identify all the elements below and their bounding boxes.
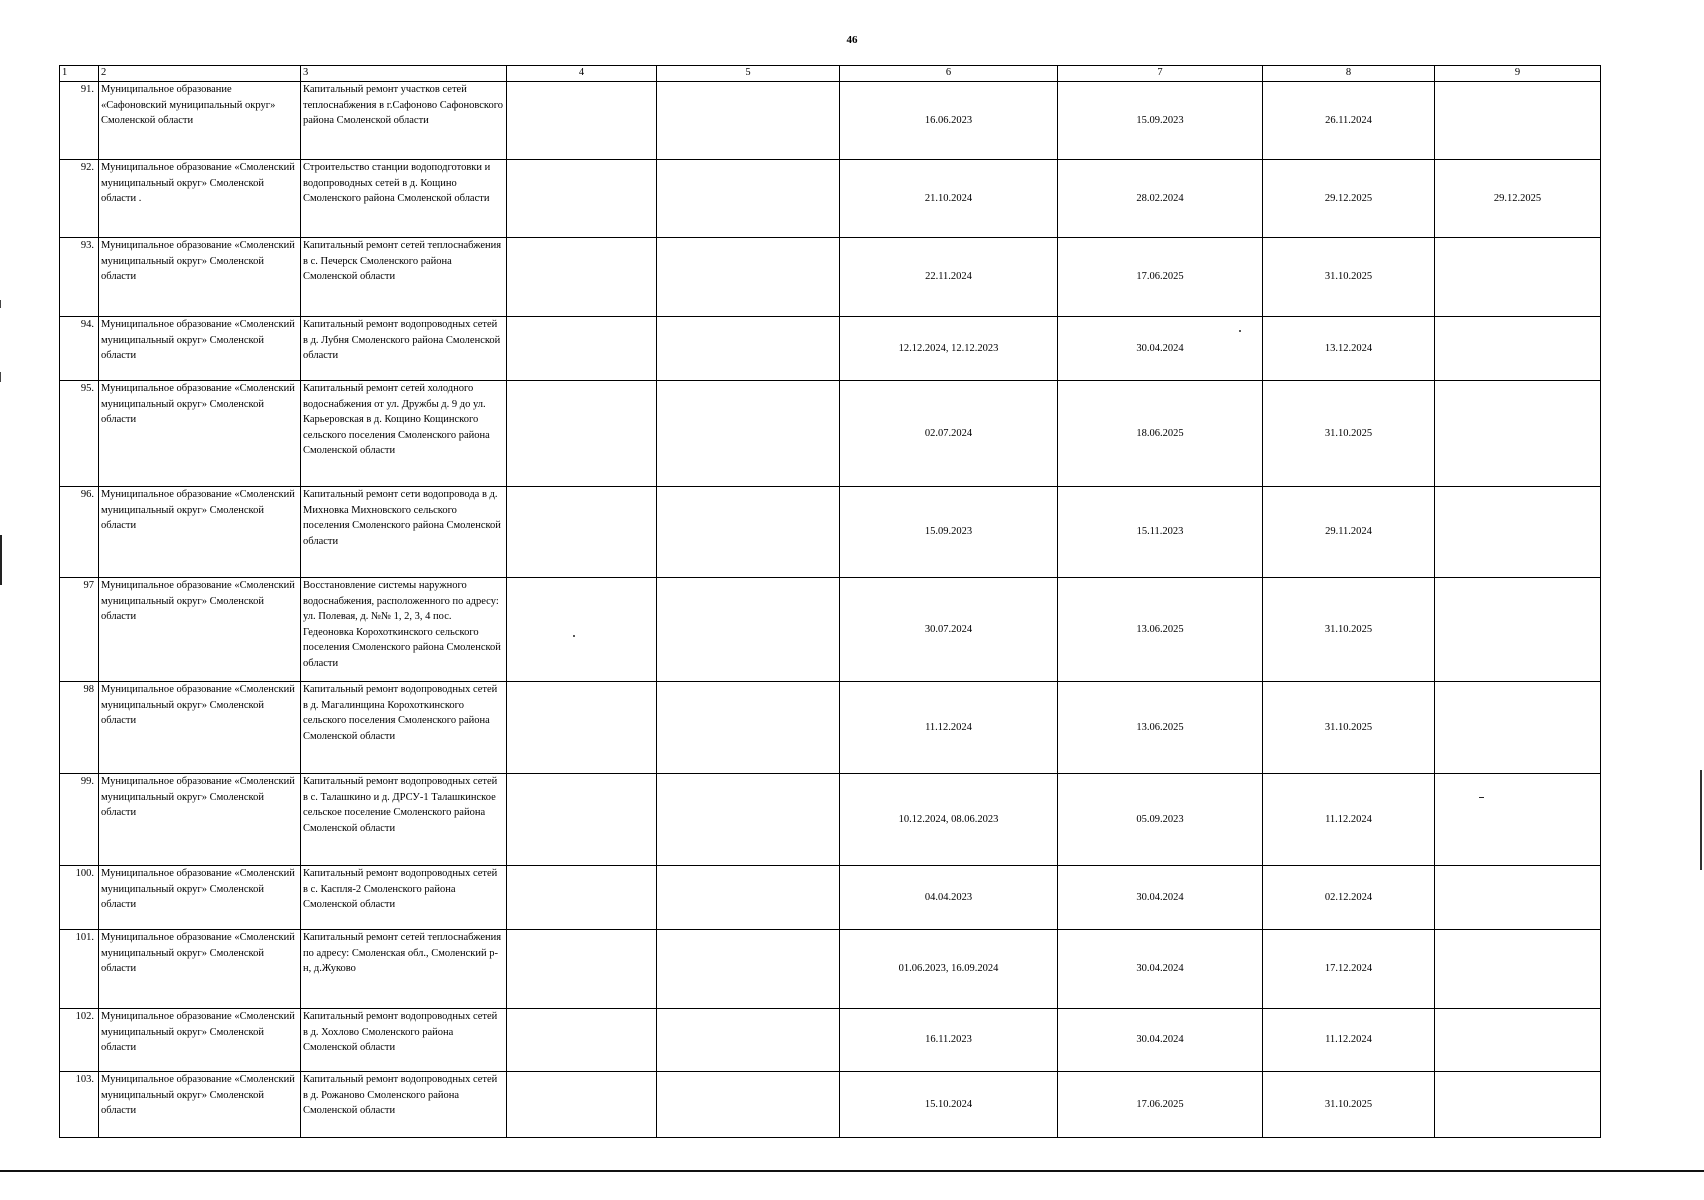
col9-date-cell xyxy=(1435,578,1601,682)
col4-cell xyxy=(507,238,657,317)
col8-date-cell: 31.10.2025 xyxy=(1263,381,1435,487)
col9-date-cell xyxy=(1435,774,1601,866)
col5-cell xyxy=(657,866,840,930)
col7-date-cell: 15.11.2023 xyxy=(1058,487,1263,578)
col9-date-cell xyxy=(1435,1009,1601,1072)
table-row xyxy=(60,1009,1601,1072)
col7-date-cell: 17.06.2025 xyxy=(1058,238,1263,317)
row-number: 92. xyxy=(60,160,99,238)
column-header: 2 xyxy=(99,66,301,82)
col7-date-cell: 17.06.2025 xyxy=(1058,1072,1263,1138)
column-header: 9 xyxy=(1435,66,1601,82)
table-row xyxy=(60,160,1601,238)
object-cell: Капитальный ремонт сети водопровода в д. Михновка Михновского сельского поселения Смоленского района Смоленской области xyxy=(301,487,507,578)
col4-cell xyxy=(507,317,657,381)
col7-date-cell: 30.04.2024 xyxy=(1058,1009,1263,1072)
table-row xyxy=(60,381,1601,487)
col8-date-cell: 17.12.2024 xyxy=(1263,930,1435,1009)
scan-edge-mark xyxy=(0,300,1,308)
col8-date-cell: 29.12.2025 xyxy=(1263,160,1435,238)
row-number: 97 xyxy=(60,578,99,682)
col7-date-cell: 05.09.2023 xyxy=(1058,774,1263,866)
col8-date-cell: 31.10.2025 xyxy=(1263,238,1435,317)
col5-cell xyxy=(657,82,840,160)
col7-date-cell: 28.02.2024 xyxy=(1058,160,1263,238)
scan-bottom-edge xyxy=(0,1170,1704,1172)
table-row xyxy=(60,578,1601,682)
col4-cell xyxy=(507,160,657,238)
col9-date-cell xyxy=(1435,487,1601,578)
col4-cell xyxy=(507,682,657,774)
col4-cell xyxy=(507,487,657,578)
col8-date-cell: 29.11.2024 xyxy=(1263,487,1435,578)
col9-date-cell xyxy=(1435,930,1601,1009)
row-number: 99. xyxy=(60,774,99,866)
table-row xyxy=(60,1072,1601,1138)
row-number: 95. xyxy=(60,381,99,487)
row-number: 96. xyxy=(60,487,99,578)
col8-date-cell: 02.12.2024 xyxy=(1263,866,1435,930)
col5-cell xyxy=(657,487,840,578)
object-cell: Капитальный ремонт сетей теплоснабжения в с. Печерск Смоленского района Смоленской области xyxy=(301,238,507,317)
col9-date-cell xyxy=(1435,238,1601,317)
scan-edge-mark xyxy=(0,535,2,585)
row-number: 93. xyxy=(60,238,99,317)
col5-cell xyxy=(657,238,840,317)
page-number: 46 xyxy=(846,34,858,46)
col9-date-cell xyxy=(1435,317,1601,381)
col7-date-cell: 30.04.2024 xyxy=(1058,317,1263,381)
col5-cell xyxy=(657,578,840,682)
municipality-cell: Муниципальное образование «Смоленский муниципальный округ» Смоленской области xyxy=(99,682,301,774)
municipality-cell: Муниципальное образование «Смоленский муниципальный округ» Смоленской области xyxy=(99,381,301,487)
table-row xyxy=(60,930,1601,1009)
col9-date-cell: 29.12.2025 xyxy=(1435,160,1601,238)
col5-cell xyxy=(657,381,840,487)
col9-date-cell xyxy=(1435,381,1601,487)
municipality-cell: Муниципальное образование «Смоленский муниципальный округ» Смоленской области xyxy=(99,317,301,381)
col5-cell xyxy=(657,160,840,238)
row-number: 100. xyxy=(60,866,99,930)
col7-date-cell: 30.04.2024 xyxy=(1058,930,1263,1009)
col5-cell xyxy=(657,1009,840,1072)
col4-cell xyxy=(507,578,657,682)
column-header: 8 xyxy=(1263,66,1435,82)
col5-cell xyxy=(657,682,840,774)
municipality-cell: Муниципальное образование «Смоленский муниципальный округ» Смоленской области xyxy=(99,1009,301,1072)
col7-date-cell: 13.06.2025 xyxy=(1058,578,1263,682)
column-header: 5 xyxy=(657,66,840,82)
col4-cell xyxy=(507,82,657,160)
municipality-cell: Муниципальное образование «Смоленский муниципальный округ» Смоленской области xyxy=(99,578,301,682)
registry-table xyxy=(59,65,1601,1138)
object-cell: Строительство станции водоподготовки и водопроводных сетей в д. Кощино Смоленского района Смоленской области xyxy=(301,160,507,238)
municipality-cell: Муниципальное образование «Смоленский муниципальный округ» Смоленской области xyxy=(99,1072,301,1138)
municipality-cell: Муниципальное образование «Сафоновский муниципальный округ» Смоленской области xyxy=(99,82,301,160)
object-cell: Капитальный ремонт водопроводных сетей в д. Лубня Смоленского района Смоленской области xyxy=(301,317,507,381)
col9-date-cell xyxy=(1435,682,1601,774)
col5-cell xyxy=(657,930,840,1009)
column-header: 4 xyxy=(507,66,657,82)
col4-cell xyxy=(507,866,657,930)
object-cell: Капитальный ремонт водопроводных сетей в д. Магалинщина Корохоткинского сельского поселения Смоленского района Смоленской области xyxy=(301,682,507,774)
col6-date-cell: 02.07.2024 xyxy=(840,381,1058,487)
object-cell: Капитальный ремонт сетей теплоснабжения по адресу: Смоленская обл., Смоленский р-н, д.Жуково xyxy=(301,930,507,1009)
col6-date-cell: 16.11.2023 xyxy=(840,1009,1058,1072)
municipality-cell: Муниципальное образование «Смоленский муниципальный округ» Смоленской области xyxy=(99,487,301,578)
header-row xyxy=(60,66,1601,82)
object-cell: Капитальный ремонт сетей холодного водоснабжения от ул. Дружбы д. 9 до ул. Карьеровская в д. Кощино Кощинского сельского поселения Смоленского района Смоленской области xyxy=(301,381,507,487)
col6-date-cell: 21.10.2024 xyxy=(840,160,1058,238)
municipality-cell: Муниципальное образование «Смоленский муниципальный округ» Смоленской области xyxy=(99,774,301,866)
col7-date-cell: 13.06.2025 xyxy=(1058,682,1263,774)
col4-cell xyxy=(507,381,657,487)
object-cell: Капитальный ремонт водопроводных сетей в д. Рожаново Смоленского района Смоленской области xyxy=(301,1072,507,1138)
col6-date-cell: 15.10.2024 xyxy=(840,1072,1058,1138)
col8-date-cell: 11.12.2024 xyxy=(1263,1009,1435,1072)
scan-edge-mark xyxy=(0,372,1,382)
col8-date-cell: 11.12.2024 xyxy=(1263,774,1435,866)
table-row xyxy=(60,866,1601,930)
col6-date-cell: 01.06.2023, 16.09.2024 xyxy=(840,930,1058,1009)
row-number: 98 xyxy=(60,682,99,774)
table-row xyxy=(60,238,1601,317)
col4-cell xyxy=(507,1009,657,1072)
row-number: 101. xyxy=(60,930,99,1009)
col8-date-cell: 13.12.2024 xyxy=(1263,317,1435,381)
column-header: 7 xyxy=(1058,66,1263,82)
col5-cell xyxy=(657,317,840,381)
municipality-cell: Муниципальное образование «Смоленский муниципальный округ» Смоленской области xyxy=(99,930,301,1009)
object-cell: Восстановление системы наружного водоснабжения, расположенного по адресу: ул. Полевая, д. №№ 1, 2, 3, 4 пос. Гедеоновка Корохоткинского сельского поселения Смоленского района Смоленской области xyxy=(301,578,507,682)
col6-date-cell: 04.04.2023 xyxy=(840,866,1058,930)
col6-date-cell: 12.12.2024, 12.12.2023 xyxy=(840,317,1058,381)
row-number: 94. xyxy=(60,317,99,381)
municipality-cell: Муниципальное образование «Смоленский муниципальный округ» Смоленской области xyxy=(99,238,301,317)
col5-cell xyxy=(657,774,840,866)
row-number: 102. xyxy=(60,1009,99,1072)
col6-date-cell: 22.11.2024 xyxy=(840,238,1058,317)
col9-date-cell xyxy=(1435,866,1601,930)
col7-date-cell: 15.09.2023 xyxy=(1058,82,1263,160)
col6-date-cell: 11.12.2024 xyxy=(840,682,1058,774)
col4-cell xyxy=(507,930,657,1009)
col6-date-cell: 16.06.2023 xyxy=(840,82,1058,160)
object-cell: Капитальный ремонт участков сетей теплоснабжения в г.Сафоново Сафоновского района Смоленской области xyxy=(301,82,507,160)
object-cell: Капитальный ремонт водопроводных сетей в с. Талашкино и д. ДРСУ-1 Талашкинское сельское поселение Смоленского района Смоленской области xyxy=(301,774,507,866)
col4-cell xyxy=(507,774,657,866)
col6-date-cell: 15.09.2023 xyxy=(840,487,1058,578)
col7-date-cell: 18.06.2025 xyxy=(1058,381,1263,487)
municipality-cell: Муниципальное образование «Смоленский муниципальный округ» Смоленской области . xyxy=(99,160,301,238)
col9-date-cell xyxy=(1435,1072,1601,1138)
col4-cell xyxy=(507,1072,657,1138)
column-header: 6 xyxy=(840,66,1058,82)
column-header: 1 xyxy=(60,66,99,82)
row-number: 91. xyxy=(60,82,99,160)
col8-date-cell: 31.10.2025 xyxy=(1263,682,1435,774)
table-row xyxy=(60,317,1601,381)
table-row xyxy=(60,774,1601,866)
col6-date-cell: 30.07.2024 xyxy=(840,578,1058,682)
scan-edge-mark xyxy=(1700,770,1702,870)
row-number: 103. xyxy=(60,1072,99,1138)
col6-date-cell: 10.12.2024, 08.06.2023 xyxy=(840,774,1058,866)
col8-date-cell: 31.10.2025 xyxy=(1263,1072,1435,1138)
col7-date-cell: 30.04.2024 xyxy=(1058,866,1263,930)
table-row xyxy=(60,487,1601,578)
municipality-cell: Муниципальное образование «Смоленский муниципальный округ» Смоленской области xyxy=(99,866,301,930)
column-header: 3 xyxy=(301,66,507,82)
object-cell: Капитальный ремонт водопроводных сетей в д. Хохлово Смоленского района Смоленской области xyxy=(301,1009,507,1072)
table-row xyxy=(60,682,1601,774)
col9-date-cell xyxy=(1435,82,1601,160)
table-row xyxy=(60,82,1601,160)
col8-date-cell: 26.11.2024 xyxy=(1263,82,1435,160)
col8-date-cell: 31.10.2025 xyxy=(1263,578,1435,682)
object-cell: Капитальный ремонт водопроводных сетей в с. Каспля-2 Смоленского района Смоленской области xyxy=(301,866,507,930)
col5-cell xyxy=(657,1072,840,1138)
